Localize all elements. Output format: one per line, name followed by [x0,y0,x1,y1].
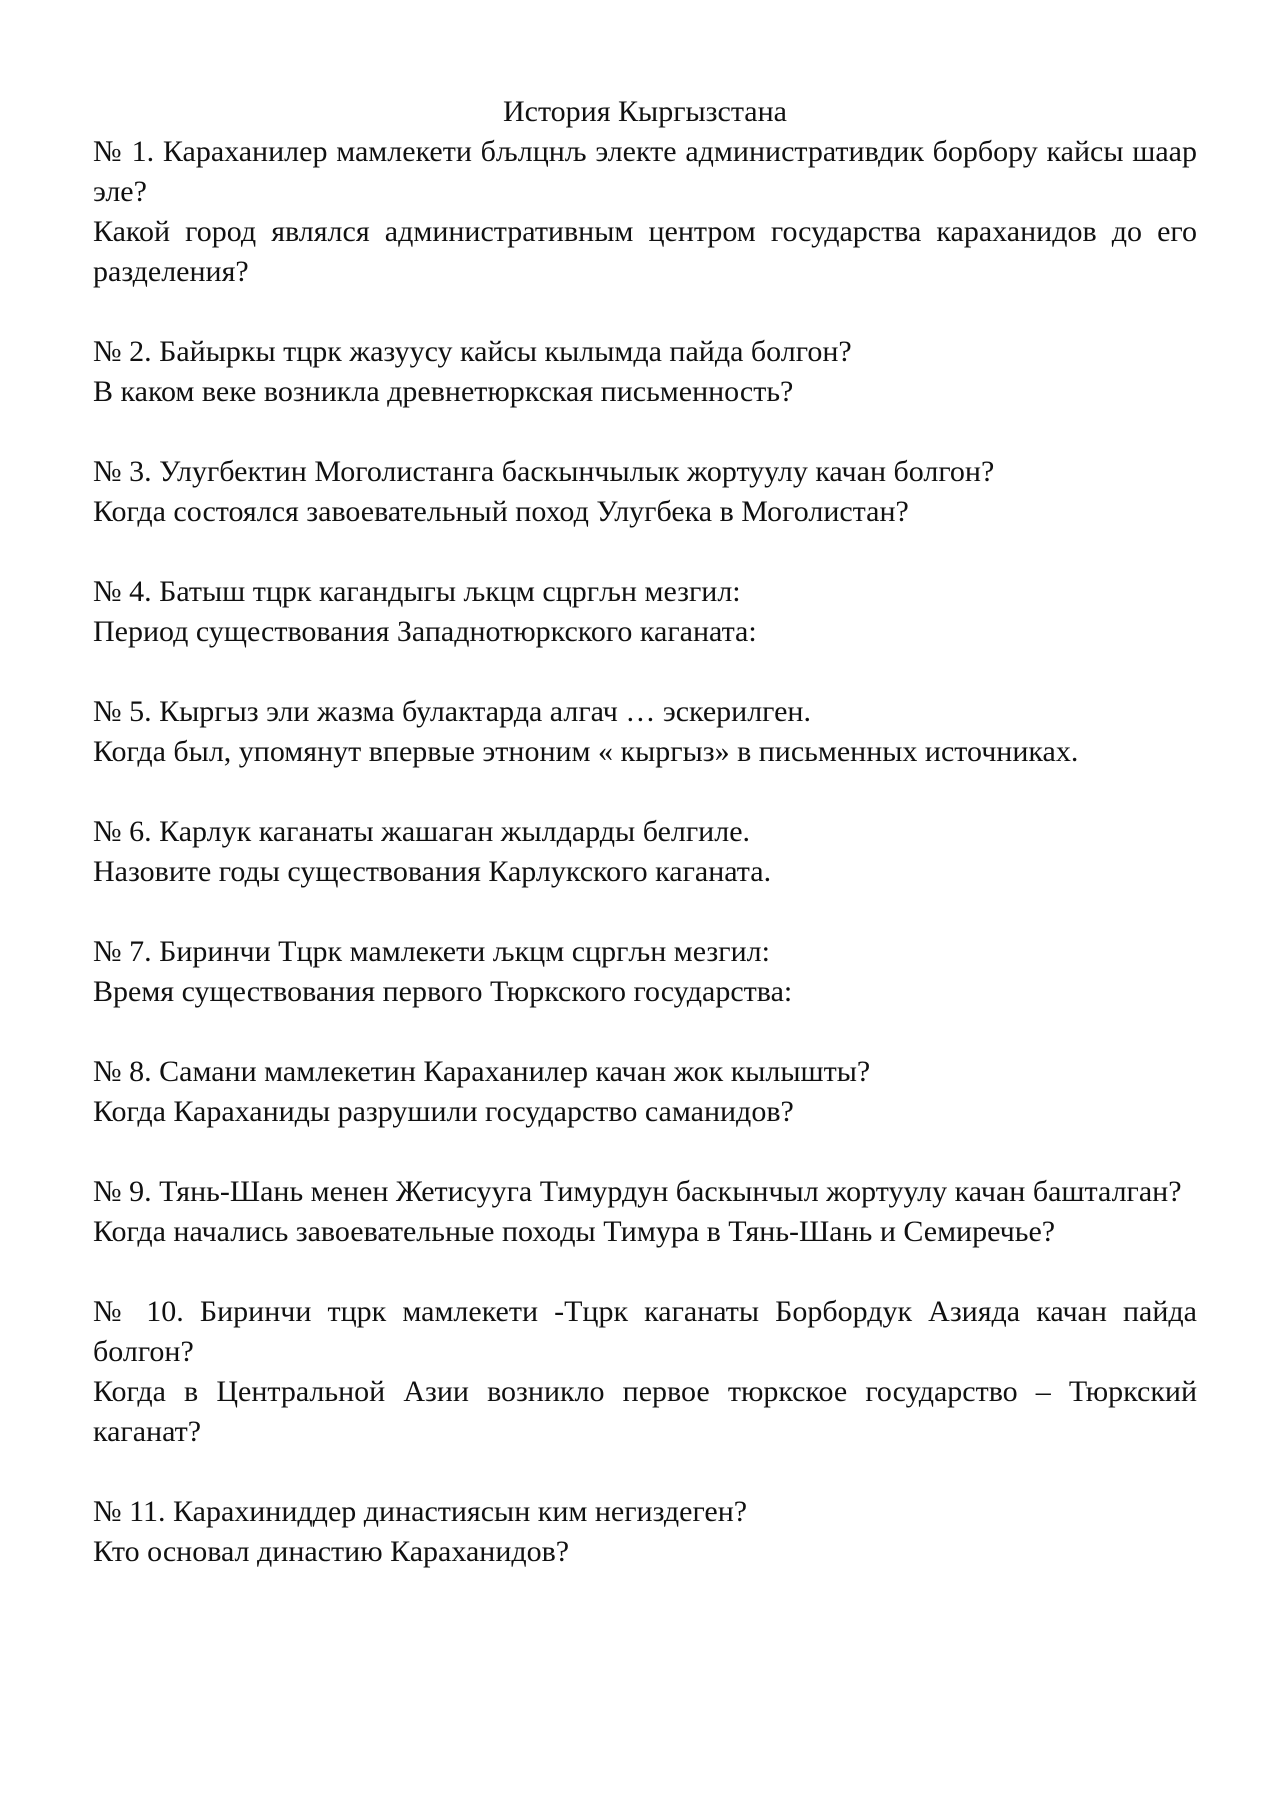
question-kyrgyz: № 10. Биринчи тцрк мамлекети -Тцрк каганаты Борбордук Азияда качан пайда болгон? [93,1295,1197,1368]
question-kyrgyz: № 9. Тянь-Шань менен Жетисууга Тимурдун баскынчыл жортуулу качан башталган? [93,1175,1182,1208]
question-6 [93,812,1197,892]
question-7 [93,932,1197,1012]
question-kyrgyz: № 8. Самани мамлекетин Караханилер качан жок кылышты? [93,1055,871,1088]
document-page [93,92,1197,1612]
question-russian: Период существования Западнотюркского каганата: [93,615,757,648]
question-russian: Когда Караханиды разрушили государство саманидов? [93,1095,794,1128]
question-kyrgyz: № 6. Карлук каганаты жашаган жылдарды белгиле. [93,815,751,848]
question-11 [93,1492,1197,1572]
question-kyrgyz: № 7. Биринчи Тцрк мамлекети љкцм сцргљн мезгил: [93,935,770,968]
question-kyrgyz: № 3. Улугбектин Моголистанга баскынчылык жортуулу качан болгон? [93,455,995,488]
question-8 [93,1052,1197,1132]
question-russian: Когда в Центральной Азии возникло первое тюркское государство – Тюркский каганат? [93,1375,1197,1448]
question-3 [93,452,1197,532]
question-5 [93,692,1197,772]
question-russian: В каком веке возникла древнетюркская письменность? [93,375,794,408]
question-1 [93,132,1197,292]
question-10 [93,1292,1197,1452]
question-kyrgyz: № 4. Батыш тцрк кагандыгы љкцм сцргљн мезгил: [93,575,741,608]
question-russian: Кто основал династию Караханидов? [93,1535,570,1568]
document-title: История Кыргызстана [502,95,787,128]
question-2 [93,332,1197,412]
question-russian: Когда начались завоевательные походы Тимура в Тянь-Шань и Семиречье? [93,1215,1056,1248]
question-kyrgyz: № 1. Караханилер мамлекети бљлцнљ электе административдик борбору кайсы шаар эле? [93,135,1197,208]
question-russian: Время существования первого Тюркского государства: [93,975,793,1008]
question-4 [93,572,1197,652]
question-russian: Когда состоялся завоевательный поход Улугбека в Моголистан? [93,495,909,528]
question-russian: Назовите годы существования Карлукского каганата. [93,855,772,888]
question-russian: Когда был, упомянут впервые этноним « кыргыз» в письменных источниках. [93,735,1079,768]
question-9 [93,1172,1197,1252]
question-kyrgyz: № 11. Карахиниддер династиясын ким негиздеген? [93,1495,748,1528]
question-russian: Какой город являлся административным центром государства караханидов до его разделения? [93,215,1197,288]
question-kyrgyz: № 2. Байыркы тцрк жазуусу кайсы кылымда пайда болгон? [93,335,852,368]
question-kyrgyz: № 5. Кыргыз эли жазма булактарда алгач … эскерилген. [93,695,811,728]
